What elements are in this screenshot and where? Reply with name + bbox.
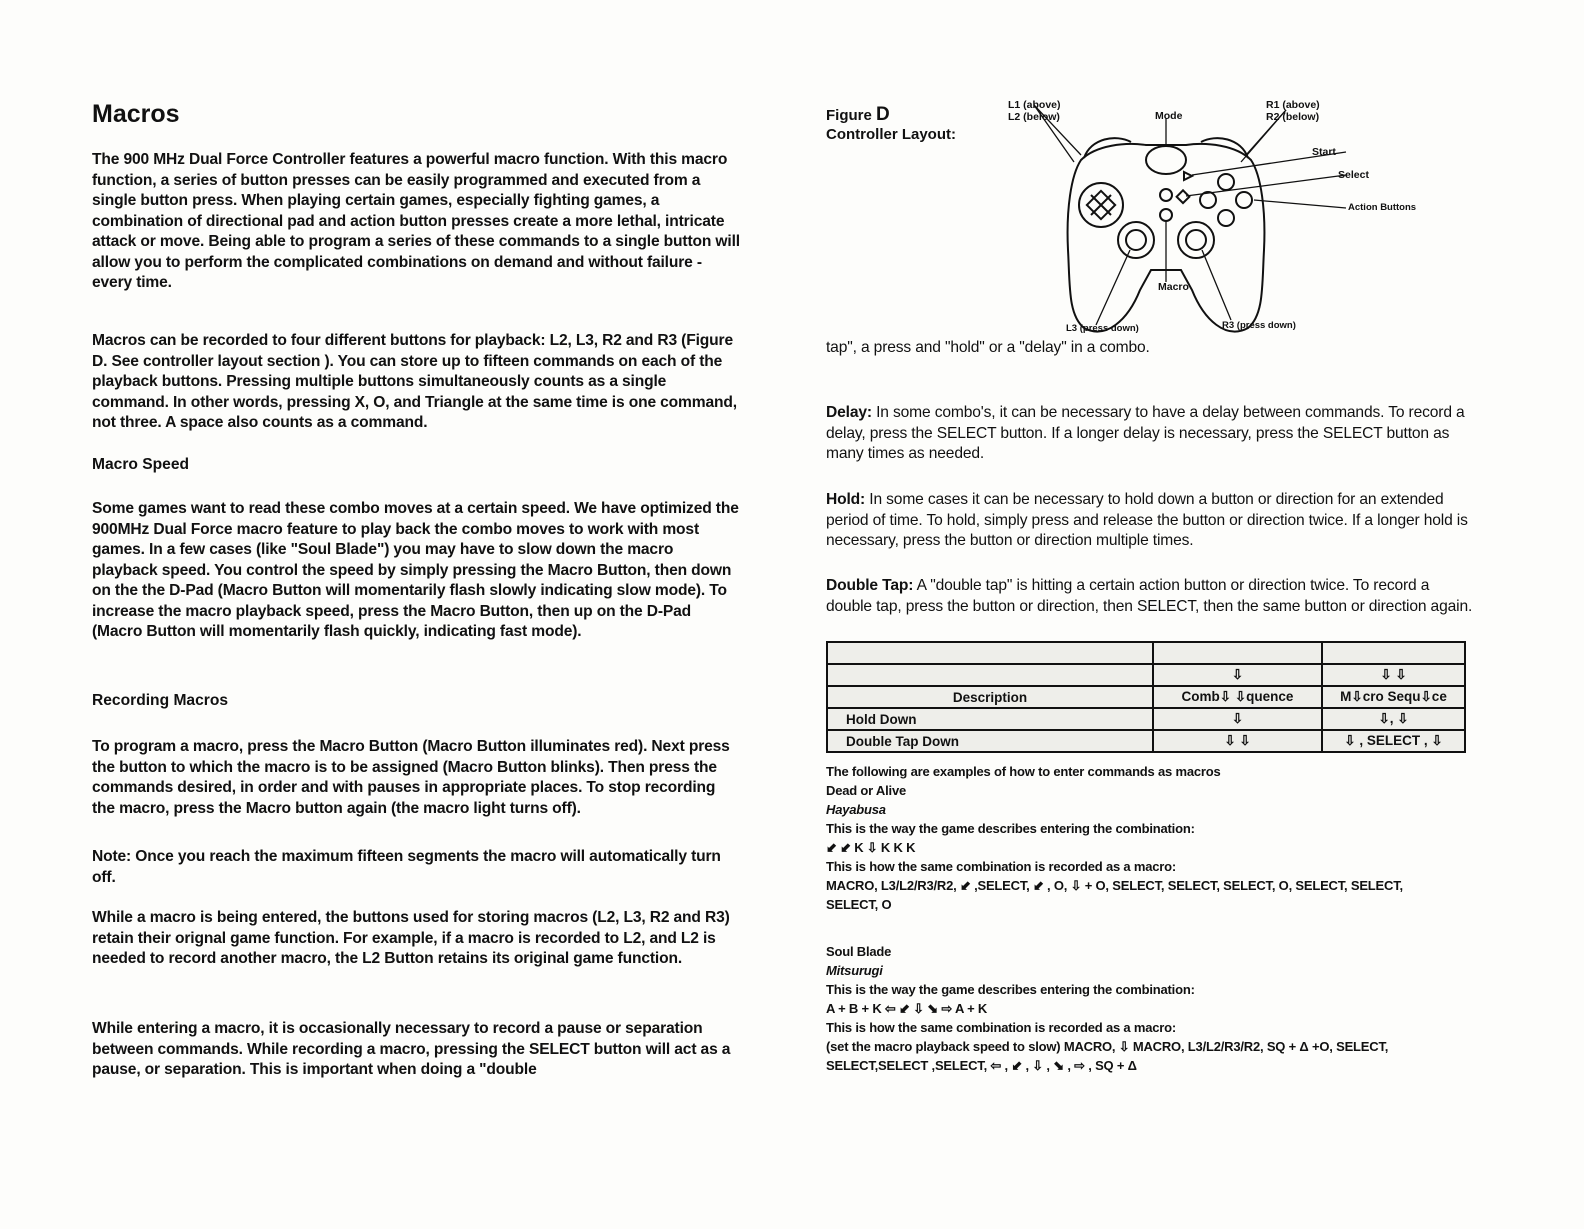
game1-macro-label: This is how the same combination is recorded as a macro:: [826, 859, 1177, 874]
label-l3: L3 (press down): [1066, 323, 1139, 334]
action-button-icon: [1218, 210, 1234, 226]
table-cell: Hold Down: [827, 708, 1153, 730]
game1-desc-label: This is the way the game describes entering the combination:: [826, 821, 1195, 836]
game2-title: Soul Blade: [826, 944, 892, 959]
center-pad-outline: [1146, 146, 1186, 174]
table-row: [827, 642, 1465, 664]
r-shoulder-outline: [1201, 138, 1248, 158]
table-cell: [827, 642, 1153, 664]
record-buttons-paragraph: Macros can be recorded to four different buttons for playback: L2, L3, R2 and R3 (Figure D. See controller layout section ). You can store up to fifteen commands on each of the playback buttons. Pressing multiple buttons simultaneously counts as a single command. In other words, pressing X, O, and Triangle at the same time is one command, not three. A space also counts as a command.: [92, 332, 737, 431]
table-cell: [827, 664, 1153, 686]
game1-macro: MACRO, L3/L2/R3/R2, ⬋ ,SELECT, ⬋ , O, ⇩ + O, SELECT, SELECT, SELECT, O, SELECT, SELECT, SELECT, O: [826, 878, 1403, 912]
game2-macro: (set the macro playback speed to slow) MACRO, ⇩ MACRO, L3/L2/R3/R2, SQ + Δ +O, SELECT, SELECT,SELECT ,SELECT, ⇦ , ⬋ , ⇩ , ⬊ , ⇨ , SQ + Δ: [826, 1039, 1389, 1073]
label-r2: R2 (below): [1266, 111, 1320, 123]
double-tap-text: A "double tap" is hitting a certain action button or direction twice. To record a double tap, press the button or direction, then SELECT, then the same button or direction again.: [826, 577, 1473, 615]
table-row: [827, 730, 1465, 752]
game2-desc-label: This is the way the game describes entering the combination:: [826, 982, 1195, 997]
hold-text: In some cases it can be necessary to hold down a button or direction for an extended period of time. To hold, simply press and release the button or direction twice. If a longer hold is necessary, press the button or direction multiple times.: [826, 491, 1468, 549]
table-row: [827, 708, 1465, 730]
table-header-row: [827, 686, 1465, 708]
macro-speed-paragraph: Some games want to read these combo moves at a certain speed. We have optimized the 900MHz Dual Force macro feature to play back the combo moves to work with most games. In a few cases (like "Soul Blade") you may have to slow down the macro playback speed. You control the speed by simply pressing the Macro Button, then down on the the D-Pad (Macro Button will momentarily flash slowly indicating slow mode). To increase the macro playback speed, press the Macro Button, then up on the D-Pad (Macro Button will momentarily flash quickly, indicating fast mode).: [92, 500, 739, 640]
figure-word: Figure: [826, 107, 872, 124]
macro-speed-heading: Macro Speed: [92, 456, 190, 473]
note-paragraph: Note: Once you reach the maximum fifteen segments the macro will automatically turn off.: [92, 848, 721, 886]
continuation-text: tap", a press and "hold" or a "delay" in a combo.: [826, 339, 1150, 356]
hold-label: Hold:: [826, 491, 866, 508]
label-mode: Mode: [1155, 110, 1183, 122]
recording-macros-heading: Recording Macros: [92, 692, 229, 709]
action-button-icon: [1218, 174, 1234, 190]
figure-letter: D: [876, 104, 890, 125]
pause-paragraph: While entering a macro, it is occasionally necessary to record a pause or separation between commands. While recording a macro, pressing the SELECT button will act as a pause, or separation. This is important when doing a "double: [92, 1020, 731, 1078]
table-cell: ⇩: [1153, 708, 1322, 730]
label-r1: R1 (above): [1266, 99, 1320, 111]
intro-paragraph: The 900 MHz Dual Force Controller features a powerful macro function. With this macro function, a series of button presses can be easily programmed and executed from a single button press. When playing certain games, especially fighting games, a combination of directional pad and action button presses create a more lethal, intricate attack or move. Being able to program a series of these commands to a single button will allow you to perform the complicated combinations on demand and without failure - every time.: [92, 151, 740, 291]
hold-paragraph: [826, 490, 1476, 552]
start-button-icon: [1184, 172, 1192, 180]
game2-character: Mitsurugi: [826, 963, 883, 978]
double-tap-paragraph: [826, 576, 1476, 617]
action-button-icon: [1236, 192, 1252, 208]
command-table: [826, 641, 1466, 753]
game2-combo: A + B + K ⇦ ⬋ ⇩ ⬊ ⇨ A + K: [826, 1001, 988, 1016]
right-stick-icon: [1178, 222, 1214, 258]
examples-intro: The following are examples of how to enter commands as macros: [826, 764, 1221, 779]
delay-label: Delay:: [826, 404, 872, 421]
table-cell: ⇩ ⇩: [1322, 664, 1465, 686]
game1-combo: ⬋ ⬋ K ⇩ K K K: [826, 840, 916, 855]
left-stick-cap-icon: [1126, 230, 1146, 250]
table-cell: ⇩: [1153, 664, 1322, 686]
table-cell: ⇩ , SELECT , ⇩: [1322, 730, 1465, 752]
table-cell: ⇩ ⇩: [1153, 730, 1322, 752]
label-start: Start: [1312, 146, 1336, 158]
label-r3: R3 (press down): [1222, 320, 1296, 331]
figure-caption: Controller Layout:: [826, 126, 956, 143]
mode-button-icon: [1160, 209, 1172, 221]
label-action-buttons: Action Buttons: [1348, 202, 1417, 213]
select-button-icon: [1177, 190, 1190, 203]
left-stick-icon: [1118, 222, 1154, 258]
table-row: [827, 664, 1465, 686]
game1-character: Hayabusa: [826, 802, 886, 817]
macro-button-icon: [1160, 189, 1172, 201]
table-cell: [1322, 642, 1465, 664]
table-cell: Double Tap Down: [827, 730, 1153, 752]
label-l1: L1 (above): [1008, 99, 1061, 111]
page-title: Macros: [92, 100, 180, 128]
label-macro: Macro: [1158, 281, 1189, 293]
controller-diagram: [1056, 100, 1256, 350]
l-shoulder-outline: [1084, 138, 1131, 158]
table-cell: ⇩, ⇩: [1322, 708, 1465, 730]
table-header-cell: Comb⇩ ⇩quence: [1153, 686, 1322, 708]
table-header-cell: M⇩cro Sequ⇩ce: [1322, 686, 1465, 708]
recording-paragraph: To program a macro, press the Macro Button (Macro Button illuminates red). Next press the button to which the macro is to be assigned (Macro Button blinks). Then press the commands desired, in order and with pauses in appropriate places. To stop recording the macro, press the Macro button again (the macro light turns off).: [92, 738, 730, 817]
label-l2: L2 (below): [1008, 111, 1060, 123]
table-header-cell: Description: [827, 686, 1153, 708]
delay-text: In some combo's, it can be necessary to have a delay between commands. To record a delay, press the SELECT button. If a longer delay is necessary, press the SELECT button as many times as needed.: [826, 404, 1465, 462]
table-cell: [1153, 642, 1322, 664]
double-tap-label: Double Tap:: [826, 577, 914, 594]
game1-title: Dead or Alive: [826, 783, 907, 798]
figure-label: [826, 105, 956, 144]
label-select: Select: [1338, 169, 1369, 181]
delay-paragraph: [826, 403, 1476, 465]
right-stick-cap-icon: [1186, 230, 1206, 250]
entering-paragraph: While a macro is being entered, the buttons used for storing macros (L2, L3, R2 and R3) retain their orignal game function. For example, if a macro is recorded to L2, and L2 is needed to record another macro, the L2 Button retains its original game function.: [92, 909, 730, 967]
game2-macro-label: This is how the same combination is recorded as a macro:: [826, 1020, 1177, 1035]
